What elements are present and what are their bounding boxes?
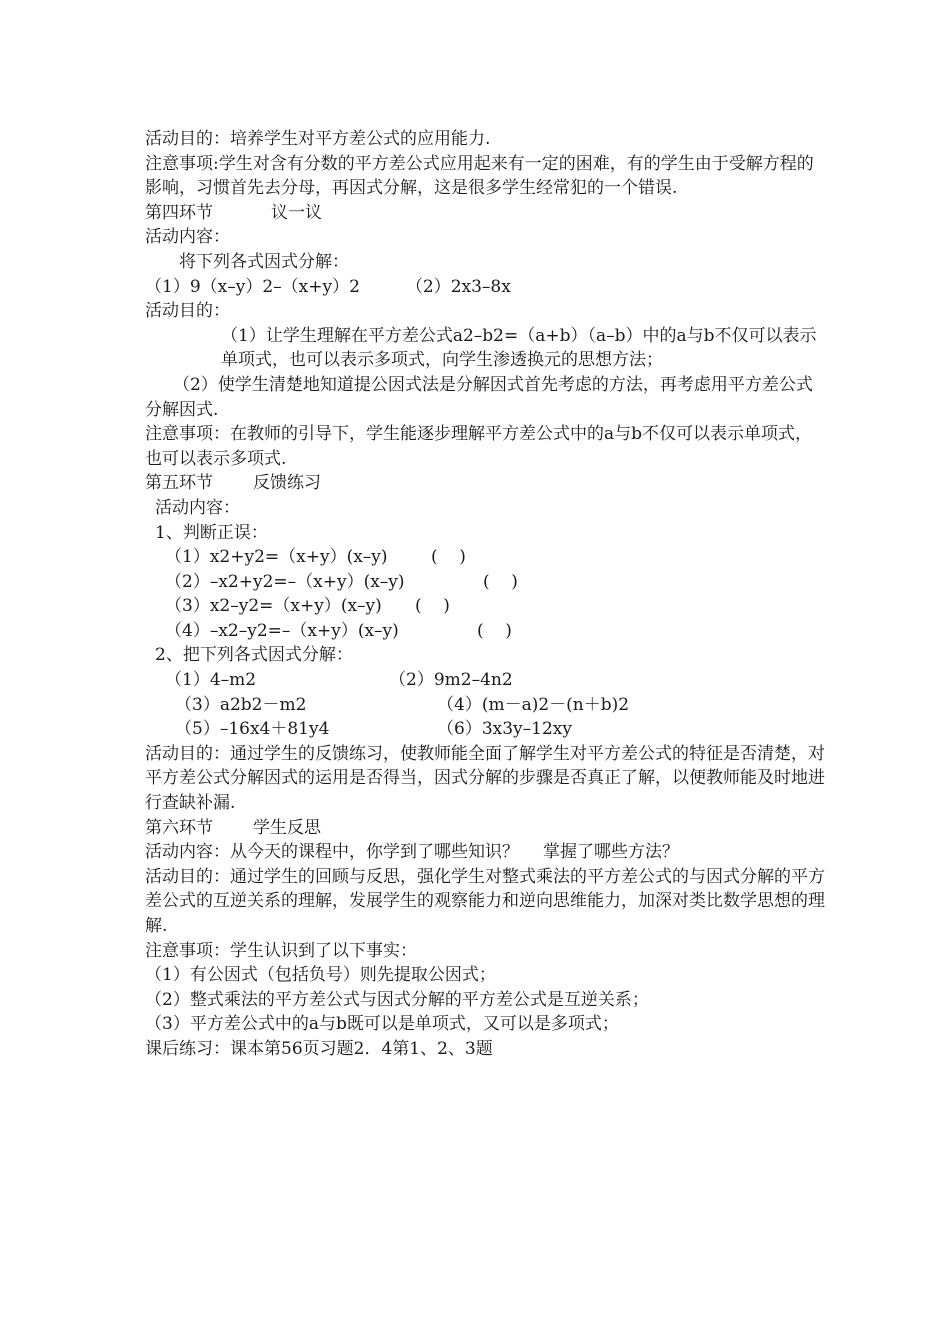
q1-expr: （1）x2+y2=（x+y）(x–y) <box>165 547 388 568</box>
q2-item: （5）–16x4＋81y4 <box>175 719 330 740</box>
sec4-item1: （1）9（x–y）2–（x+y）2 <box>145 276 360 297</box>
q1-blank: ( ) <box>483 571 518 592</box>
sec5-q2-title: 2、把下列各式因式分解： <box>155 645 353 666</box>
sec6-fact: （1）有公因式（包括负号）则先提取公因式； <box>145 965 496 986</box>
q1-blank: ( ) <box>477 620 512 641</box>
q1-blank: ( ) <box>431 547 466 568</box>
sec4-heading <box>145 201 825 226</box>
sec4-purpose-label: 活动目的： <box>145 301 230 322</box>
q1-item <box>145 594 825 619</box>
sec4-content-label: 活动内容： <box>145 227 230 248</box>
sec4-title: 议一议 <box>271 202 322 223</box>
sec4-task: 将下列各式因式分解： <box>179 251 349 272</box>
sec6-heading <box>145 816 825 841</box>
sec4-note: 注意事项：在教师的引导下，学生能逐步理解平方差公式中的a与b不仅可以表示单项式，也可以表示多项式. <box>145 424 813 469</box>
q1-item <box>145 545 825 570</box>
sec3-note: 注意事项:学生对含有分数的平方差公式应用起来有一定的困难，有的学生由于受解方程的影响，习惯首先去分母，再因式分解，这是很多学生经常犯的一个错误. <box>145 153 814 199</box>
sec4-purpose2: （2）使学生清楚地知道提公因式法是分解因式首先考虑的方法，再考虑用平方差公式分解因式. <box>145 374 813 420</box>
sec4-label: 第四环节 <box>145 202 213 223</box>
sec5-purpose: 活动目的：通过学生的反馈练习，使教师能全面了解学生对平方差公式的特征是否清楚，对平方差公式分解因式的运用是否得当，因式分解的步骤是否真正了解，以便教师能及时地进行查缺补漏. <box>145 743 825 814</box>
q2-row <box>145 717 825 742</box>
sec4-item2: （2）2x3–8x <box>405 276 511 297</box>
sec6-note-label: 注意事项：学生认识到了以下事实： <box>145 940 417 961</box>
sec5-heading <box>145 471 825 496</box>
sec5-label: 第五环节 <box>145 473 213 494</box>
q2-item: （4）(m－a)2－(n＋b)2 <box>437 694 630 715</box>
sec6-homework: 课后练习：课本第56页习题2．4第1、2、3题 <box>145 1038 493 1059</box>
sec5-title: 反馈练习 <box>253 473 321 494</box>
sec3-purpose: 活动目的：培养学生对平方差公式的应用能力. <box>145 129 491 149</box>
q1-expr: （2）–x2+y2=–（x+y）(x–y) <box>165 571 405 592</box>
q1-blank: ( ) <box>415 596 450 617</box>
q1-expr: （4）–x2–y2=–（x+y）(x–y) <box>165 620 399 641</box>
sec5-content-label: 活动内容： <box>155 497 240 518</box>
sec5-q1-title: 1、判断正误： <box>155 522 268 543</box>
sec6-content-text2: 掌握了哪些方法？ <box>543 842 679 863</box>
sec6-label: 第六环节 <box>145 817 213 838</box>
q1-item <box>145 570 825 595</box>
sec6-content-text: 活动内容：从今天的课程中，你学到了哪些知识？ <box>145 842 519 863</box>
sec4-items <box>145 275 825 300</box>
q2-item: （3）a2b2－m2 <box>175 694 307 715</box>
sec6-title: 学生反思 <box>253 817 321 838</box>
sec6-fact: （2）整式乘法的平方差公式与因式分解的平方差公式是互逆关系； <box>145 989 649 1010</box>
q2-item: （6）3x3y–12xy <box>437 719 572 740</box>
q1-item <box>145 619 825 644</box>
q2-row <box>145 693 825 718</box>
q2-item: （2）9m2–4n2 <box>389 670 513 691</box>
q1-expr: （3）x2–y2=（x+y）(x–y) <box>165 596 382 617</box>
q2-row <box>145 668 825 693</box>
document-body <box>145 127 825 1062</box>
sec6-content <box>145 840 825 865</box>
sec4-purpose1: （1）让学生理解在平方差公式a2–b2=（a+b）（a–b）中的a与b不仅可以表示单项式，也可以表示多项式，向学生渗透换元的思想方法； <box>221 325 817 371</box>
q2-item: （1）4–m2 <box>165 670 257 691</box>
sec6-purpose: 活动目的：通过学生的回顾与反思，强化学生对整式乘法的平方差公式的与因式分解的平方差公式的互逆关系的理解，发展学生的观察能力和逆向思维能力，加深对类比数学思想的理解. <box>145 866 825 936</box>
sec6-fact: （3）平方差公式中的a与b既可以是单项式，又可以是多项式； <box>145 1014 619 1035</box>
